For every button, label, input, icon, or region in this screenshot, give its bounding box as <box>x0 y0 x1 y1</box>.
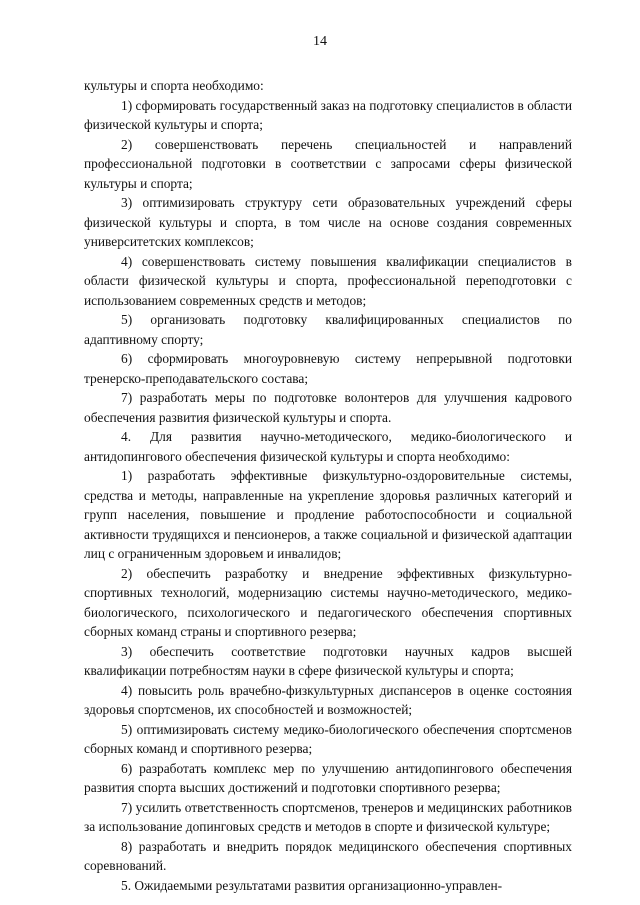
paragraph: 3) оптимизировать структуру сети образовательных учреждений сферы физической культуры и спорта, в том числе на основе создания современных университетских комплексов; <box>84 195 572 249</box>
paragraph: культуры и спорта необходимо: <box>84 78 264 93</box>
paragraph: 5. Ожидаемыми результатами развития организационно-управлен- <box>121 877 503 893</box>
paragraph: 5) организовать подготовку квалифицированных специалистов по адаптивному спорту; <box>84 312 572 347</box>
paragraph: 4) повысить роль врачебно-физкультурных диспансеров в оценке состояния здоровья спортсменов, их способностей и возможностей; <box>84 682 572 717</box>
document-body <box>84 76 572 895</box>
paragraph: 3) обеспечить соответствие подготовки научных кадров высшей квалификации потребностям науки в сфере физической культуры и спорта; <box>84 643 572 678</box>
page-number: 14 <box>313 34 327 49</box>
paragraph: 1) разработать эффективные физкультурно-оздоровительные системы, средства и методы, направленные на укрепление здоровья различных категорий и групп населения, повышение и продление работоспособности и социальной активности трудящихся и пенсионеров, а также социальной и физической адаптации лиц с ограниченным здоровьем и инвалидов; <box>84 468 572 561</box>
paragraph: 7) разработать меры по подготовке волонтеров для улучшения кадрового обеспечения развития физической культуры и спорта. <box>84 390 572 425</box>
paragraph: 1) сформировать государственный заказ на подготовку специалистов в области физической культуры и спорта; <box>84 97 572 132</box>
paragraph: 7) усилить ответственность спортсменов, тренеров и медицинских работников за использование допинговых средств и методов в спорте и физической культуре; <box>84 799 572 834</box>
paragraph: 6) сформировать многоуровневую систему непрерывной подготовки тренерско-преподавательского состава; <box>84 351 572 386</box>
paragraph: 4) совершенствовать систему повышения квалификации специалистов в области физической культуры и спорта, профессиональной переподготовки с использованием современных средств и методов; <box>84 253 572 308</box>
paragraph: 5) оптимизировать систему медико-биологического обеспечения спортсменов сборных команд и спортивного резерва; <box>84 721 572 756</box>
paragraph: 8) разработать и внедрить порядок медицинского обеспечения спортивных соревнований. <box>84 838 572 873</box>
paragraph: 2) обеспечить разработку и внедрение эффективных физкультурно-спортивных технологий, модернизацию системы научно-методического, медико-биологического, психологического и педагогического обеспечения спортивных сборных команд страны и спортивного резерва; <box>84 565 572 639</box>
paragraph: 4. Для развития научно-методического, медико-биологического и антидопингового обеспечения физической культуры и спорта необходимо: <box>84 429 572 464</box>
paragraph: 6) разработать комплекс мер по улучшению антидопингового обеспечения развития спорта высших достижений и подготовки спортивного резерва; <box>84 760 572 795</box>
paragraph: 2) совершенствовать перечень специальностей и направлений профессиональной подготовки в соответствии с запросами сферы физической культуры и спорта; <box>84 136 572 191</box>
